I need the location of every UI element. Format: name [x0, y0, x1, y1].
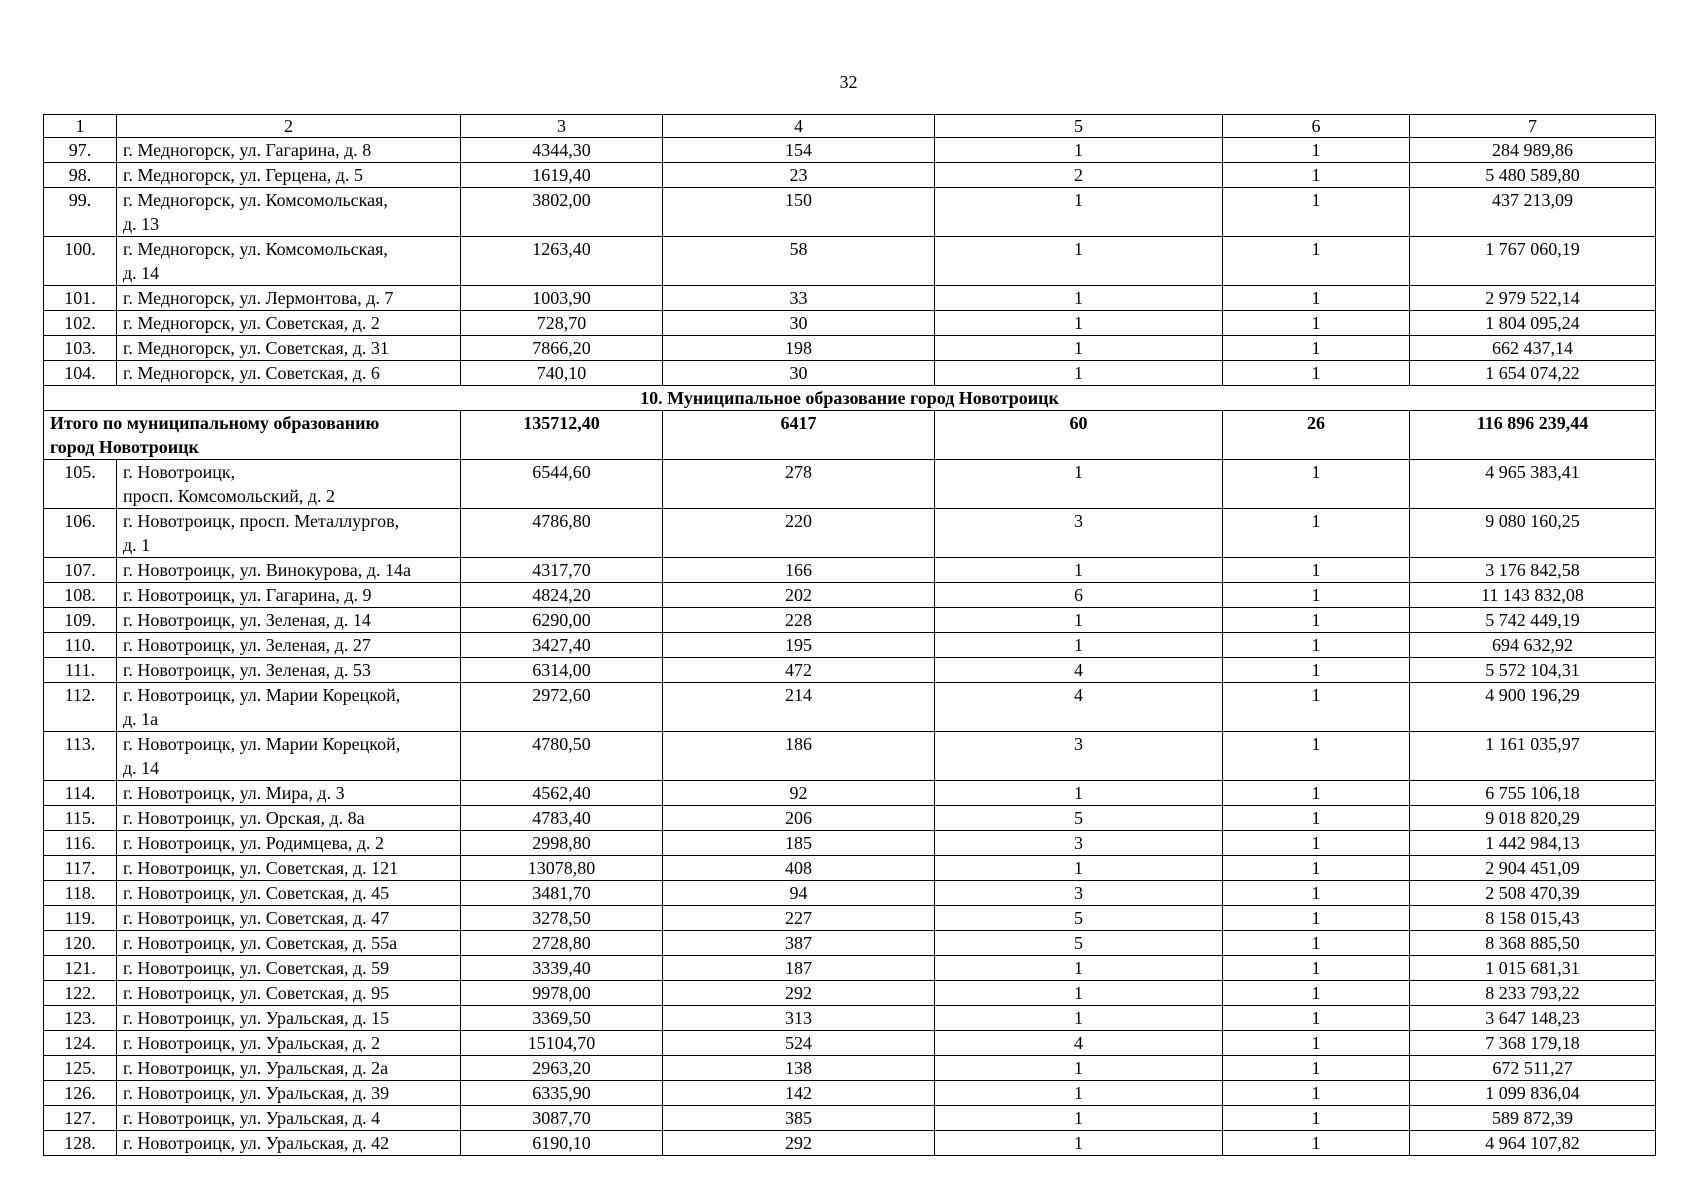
cost-cell: 437 213,09 [1410, 188, 1656, 237]
col5-cell: 1 [935, 336, 1223, 361]
cost-cell: 4 965 383,41 [1410, 460, 1656, 509]
col5-cell: 1 [935, 138, 1223, 163]
col5-cell: 4 [935, 658, 1223, 683]
address-cell: г. Медногорск, ул. Комсомольская, д. 13 [117, 188, 461, 237]
column-number-row [44, 115, 1656, 138]
address-cell: г. Медногорск, ул. Лермонтова, д. 7 [117, 286, 461, 311]
col6-cell: 1 [1223, 311, 1410, 336]
cost-cell: 4 900 196,29 [1410, 683, 1656, 732]
col5-cell: 1 [935, 558, 1223, 583]
residents-cell: 292 [663, 1131, 935, 1156]
col6-cell: 1 [1223, 956, 1410, 981]
row-number-cell: 110. [44, 633, 117, 658]
table-row [44, 732, 1656, 781]
address-cell: г. Новотроицк, ул. Советская, д. 121 [117, 856, 461, 881]
address-cell: г. Новотроицк, ул. Уральская, д. 4 [117, 1106, 461, 1131]
col6-cell: 1 [1223, 1006, 1410, 1031]
residents-cell: 313 [663, 1006, 935, 1031]
address-cell: г. Новотроицк, ул. Зеленая, д. 27 [117, 633, 461, 658]
cost-cell: 7 368 179,18 [1410, 1031, 1656, 1056]
address-cell: г. Новотроицк, ул. Советская, д. 55а [117, 931, 461, 956]
row-number-cell: 120. [44, 931, 117, 956]
residents-cell: 187 [663, 956, 935, 981]
row-number-cell: 116. [44, 831, 117, 856]
col5-cell: 1 [935, 286, 1223, 311]
column-number-cell: 4 [663, 115, 935, 138]
col6-cell: 1 [1223, 286, 1410, 311]
residents-cell: 408 [663, 856, 935, 881]
table-row [44, 188, 1656, 237]
cost-cell: 1 654 074,22 [1410, 361, 1656, 386]
residents-cell: 94 [663, 881, 935, 906]
table-row [44, 658, 1656, 683]
col5-cell: 5 [935, 906, 1223, 931]
table-row [44, 1081, 1656, 1106]
cost-cell: 9 018 820,29 [1410, 806, 1656, 831]
area-cell: 4783,40 [461, 806, 663, 831]
col6-cell: 1 [1223, 1106, 1410, 1131]
row-number-cell: 117. [44, 856, 117, 881]
total-c6-cell: 26 [1223, 411, 1410, 460]
area-cell: 4317,70 [461, 558, 663, 583]
address-cell: г. Новотроицк, ул. Советская, д. 47 [117, 906, 461, 931]
row-number-cell: 97. [44, 138, 117, 163]
area-cell: 2728,80 [461, 931, 663, 956]
row-number-cell: 111. [44, 658, 117, 683]
row-number-cell: 104. [44, 361, 117, 386]
col5-cell: 1 [935, 633, 1223, 658]
residents-cell: 142 [663, 1081, 935, 1106]
residents-cell: 198 [663, 336, 935, 361]
column-number-cell: 7 [1410, 115, 1656, 138]
col6-cell: 1 [1223, 981, 1410, 1006]
table-row [44, 633, 1656, 658]
cost-cell: 1 161 035,97 [1410, 732, 1656, 781]
area-cell: 4344,30 [461, 138, 663, 163]
table-row [44, 286, 1656, 311]
residents-cell: 385 [663, 1106, 935, 1131]
col6-cell: 1 [1223, 931, 1410, 956]
total-area-cell: 135712,40 [461, 411, 663, 460]
area-cell: 3427,40 [461, 633, 663, 658]
col5-cell: 1 [935, 956, 1223, 981]
table-row [44, 311, 1656, 336]
col5-cell: 1 [935, 1056, 1223, 1081]
area-cell: 740,10 [461, 361, 663, 386]
table-row [44, 361, 1656, 386]
table-row [44, 336, 1656, 361]
col6-cell: 1 [1223, 683, 1410, 732]
residents-cell: 472 [663, 658, 935, 683]
area-cell: 4786,80 [461, 509, 663, 558]
row-number-cell: 123. [44, 1006, 117, 1031]
table-row [44, 509, 1656, 558]
area-cell: 1263,40 [461, 237, 663, 286]
row-number-cell: 115. [44, 806, 117, 831]
address-cell: г. Новотроицк, ул. Марии Корецкой, д. 1а [117, 683, 461, 732]
row-number-cell: 122. [44, 981, 117, 1006]
row-number-cell: 106. [44, 509, 117, 558]
total-c5-cell: 60 [935, 411, 1223, 460]
row-number-cell: 103. [44, 336, 117, 361]
col6-cell: 1 [1223, 237, 1410, 286]
residents-cell: 195 [663, 633, 935, 658]
cost-cell: 9 080 160,25 [1410, 509, 1656, 558]
row-number-cell: 128. [44, 1131, 117, 1156]
row-number-cell: 107. [44, 558, 117, 583]
col5-cell: 1 [935, 361, 1223, 386]
table-row [44, 683, 1656, 732]
row-number-cell: 112. [44, 683, 117, 732]
column-number-cell: 3 [461, 115, 663, 138]
area-cell: 6290,00 [461, 608, 663, 633]
cost-cell: 8 233 793,22 [1410, 981, 1656, 1006]
column-number-cell: 6 [1223, 115, 1410, 138]
cost-cell: 694 632,92 [1410, 633, 1656, 658]
row-number-cell: 99. [44, 188, 117, 237]
address-cell: г. Новотроицк, просп. Комсомольский, д. 2 [117, 460, 461, 509]
cost-cell: 5 572 104,31 [1410, 658, 1656, 683]
residents-cell: 206 [663, 806, 935, 831]
cost-cell: 1 015 681,31 [1410, 956, 1656, 981]
cost-cell: 6 755 106,18 [1410, 781, 1656, 806]
address-cell: г. Новотроицк, ул. Уральская, д. 42 [117, 1131, 461, 1156]
col5-cell: 6 [935, 583, 1223, 608]
table-row [44, 1056, 1656, 1081]
address-cell: г. Новотроицк, ул. Родимцева, д. 2 [117, 831, 461, 856]
table-row [44, 608, 1656, 633]
row-number-cell: 121. [44, 956, 117, 981]
area-cell: 13078,80 [461, 856, 663, 881]
table-row [44, 583, 1656, 608]
table-row [44, 460, 1656, 509]
residents-cell: 186 [663, 732, 935, 781]
col6-cell: 1 [1223, 1031, 1410, 1056]
address-cell: г. Медногорск, ул. Советская, д. 2 [117, 311, 461, 336]
address-cell: г. Новотроицк, ул. Уральская, д. 2 [117, 1031, 461, 1056]
area-cell: 4562,40 [461, 781, 663, 806]
cost-cell: 1 804 095,24 [1410, 311, 1656, 336]
address-cell: г. Медногорск, ул. Гагарина, д. 8 [117, 138, 461, 163]
row-number-cell: 118. [44, 881, 117, 906]
table-row [44, 138, 1656, 163]
col5-cell: 5 [935, 931, 1223, 956]
address-cell: г. Медногорск, ул. Комсомольская, д. 14 [117, 237, 461, 286]
table-row [44, 1106, 1656, 1131]
table-row [44, 906, 1656, 931]
table-row [44, 1131, 1656, 1156]
cost-cell: 589 872,39 [1410, 1106, 1656, 1131]
residents-cell: 228 [663, 608, 935, 633]
row-number-cell: 109. [44, 608, 117, 633]
residents-cell: 58 [663, 237, 935, 286]
col6-cell: 1 [1223, 633, 1410, 658]
area-cell: 9978,00 [461, 981, 663, 1006]
area-cell: 2963,20 [461, 1056, 663, 1081]
column-number-cell: 5 [935, 115, 1223, 138]
cost-cell: 284 989,86 [1410, 138, 1656, 163]
area-cell: 7866,20 [461, 336, 663, 361]
row-number-cell: 126. [44, 1081, 117, 1106]
column-number-cell: 2 [117, 115, 461, 138]
col5-cell: 1 [935, 781, 1223, 806]
row-number-cell: 125. [44, 1056, 117, 1081]
residents-cell: 185 [663, 831, 935, 856]
cost-cell: 5 480 589,80 [1410, 163, 1656, 188]
col5-cell: 1 [935, 1006, 1223, 1031]
residents-cell: 154 [663, 138, 935, 163]
cost-cell: 4 964 107,82 [1410, 1131, 1656, 1156]
col6-cell: 1 [1223, 188, 1410, 237]
residents-cell: 227 [663, 906, 935, 931]
area-cell: 3339,40 [461, 956, 663, 981]
cost-cell: 2 979 522,14 [1410, 286, 1656, 311]
row-number-cell: 108. [44, 583, 117, 608]
column-number-cell: 1 [44, 115, 117, 138]
col6-cell: 1 [1223, 361, 1410, 386]
cost-cell: 8 368 885,50 [1410, 931, 1656, 956]
col5-cell: 1 [935, 188, 1223, 237]
address-cell: г. Новотроицк, ул. Советская, д. 95 [117, 981, 461, 1006]
cost-cell: 1 767 060,19 [1410, 237, 1656, 286]
table-row [44, 1006, 1656, 1031]
col6-cell: 1 [1223, 1131, 1410, 1156]
area-cell: 3087,70 [461, 1106, 663, 1131]
col6-cell: 1 [1223, 163, 1410, 188]
col6-cell: 1 [1223, 138, 1410, 163]
area-cell: 6314,00 [461, 658, 663, 683]
col6-cell: 1 [1223, 781, 1410, 806]
row-number-cell: 105. [44, 460, 117, 509]
col6-cell: 1 [1223, 831, 1410, 856]
col6-cell: 1 [1223, 509, 1410, 558]
row-number-cell: 101. [44, 286, 117, 311]
table-row [44, 831, 1656, 856]
row-number-cell: 124. [44, 1031, 117, 1056]
area-cell: 4824,20 [461, 583, 663, 608]
residents-cell: 214 [663, 683, 935, 732]
address-cell: г. Новотроицк, ул. Советская, д. 45 [117, 881, 461, 906]
col5-cell: 1 [935, 981, 1223, 1006]
address-cell: г. Новотроицк, ул. Уральская, д. 15 [117, 1006, 461, 1031]
area-cell: 6190,10 [461, 1131, 663, 1156]
col6-cell: 1 [1223, 881, 1410, 906]
col6-cell: 1 [1223, 906, 1410, 931]
col5-cell: 2 [935, 163, 1223, 188]
col5-cell: 1 [935, 1081, 1223, 1106]
address-cell: г. Новотроицк, ул. Винокурова, д. 14а [117, 558, 461, 583]
col6-cell: 1 [1223, 558, 1410, 583]
cost-cell: 3 176 842,58 [1410, 558, 1656, 583]
table-row [44, 856, 1656, 881]
col6-cell: 1 [1223, 1081, 1410, 1106]
residents-cell: 166 [663, 558, 935, 583]
total-cost-cell: 116 896 239,44 [1410, 411, 1656, 460]
area-cell: 3481,70 [461, 881, 663, 906]
address-cell: г. Новотроицк, ул. Уральская, д. 39 [117, 1081, 461, 1106]
residents-cell: 278 [663, 460, 935, 509]
col6-cell: 1 [1223, 806, 1410, 831]
address-cell: г. Новотроицк, ул. Гагарина, д. 9 [117, 583, 461, 608]
table-row [44, 781, 1656, 806]
address-cell: г. Новотроицк, ул. Уральская, д. 2а [117, 1056, 461, 1081]
row-number-cell: 98. [44, 163, 117, 188]
area-cell: 2998,80 [461, 831, 663, 856]
cost-cell: 8 158 015,43 [1410, 906, 1656, 931]
cost-cell: 662 437,14 [1410, 336, 1656, 361]
area-cell: 2972,60 [461, 683, 663, 732]
cost-cell: 1 099 836,04 [1410, 1081, 1656, 1106]
residents-cell: 23 [663, 163, 935, 188]
col6-cell: 1 [1223, 856, 1410, 881]
address-cell: г. Медногорск, ул. Герцена, д. 5 [117, 163, 461, 188]
area-cell: 15104,70 [461, 1031, 663, 1056]
residents-cell: 202 [663, 583, 935, 608]
col5-cell: 5 [935, 806, 1223, 831]
col6-cell: 1 [1223, 608, 1410, 633]
col6-cell: 1 [1223, 1056, 1410, 1081]
area-cell: 1003,90 [461, 286, 663, 311]
col5-cell: 1 [935, 856, 1223, 881]
address-cell: г. Новотроицк, ул. Марии Корецкой, д. 14 [117, 732, 461, 781]
row-number-cell: 127. [44, 1106, 117, 1131]
section-heading-row [44, 386, 1656, 411]
cost-cell: 2 508 470,39 [1410, 881, 1656, 906]
table-row [44, 237, 1656, 286]
col5-cell: 3 [935, 881, 1223, 906]
table-row [44, 163, 1656, 188]
col5-cell: 1 [935, 311, 1223, 336]
area-cell: 6544,60 [461, 460, 663, 509]
residents-cell: 220 [663, 509, 935, 558]
col5-cell: 1 [935, 1106, 1223, 1131]
area-cell: 3369,50 [461, 1006, 663, 1031]
col5-cell: 4 [935, 1031, 1223, 1056]
cost-cell: 11 143 832,08 [1410, 583, 1656, 608]
col5-cell: 3 [935, 732, 1223, 781]
area-cell: 3802,00 [461, 188, 663, 237]
col6-cell: 1 [1223, 460, 1410, 509]
area-cell: 3278,50 [461, 906, 663, 931]
residents-cell: 524 [663, 1031, 935, 1056]
col6-cell: 1 [1223, 583, 1410, 608]
address-cell: г. Новотроицк, ул. Орская, д. 8а [117, 806, 461, 831]
col6-cell: 1 [1223, 336, 1410, 361]
table-row [44, 881, 1656, 906]
row-number-cell: 113. [44, 732, 117, 781]
residents-cell: 292 [663, 981, 935, 1006]
col5-cell: 4 [935, 683, 1223, 732]
housing-table [43, 114, 1656, 1156]
col5-cell: 1 [935, 608, 1223, 633]
address-cell: г. Новотроицк, ул. Советская, д. 59 [117, 956, 461, 981]
cost-cell: 1 442 984,13 [1410, 831, 1656, 856]
page-number: 32 [839, 72, 858, 92]
residents-cell: 92 [663, 781, 935, 806]
cost-cell: 3 647 148,23 [1410, 1006, 1656, 1031]
address-cell: г. Новотроицк, просп. Металлургов, д. 1 [117, 509, 461, 558]
col5-cell: 3 [935, 509, 1223, 558]
area-cell: 6335,90 [461, 1081, 663, 1106]
col5-cell: 1 [935, 1131, 1223, 1156]
section-title: 10. Муниципальное образование город Новотроицк [44, 386, 1656, 411]
col5-cell: 1 [935, 460, 1223, 509]
address-cell: г. Новотроицк, ул. Мира, д. 3 [117, 781, 461, 806]
address-cell: г. Медногорск, ул. Советская, д. 6 [117, 361, 461, 386]
row-number-cell: 100. [44, 237, 117, 286]
cost-cell: 672 511,27 [1410, 1056, 1656, 1081]
cost-cell: 5 742 449,19 [1410, 608, 1656, 633]
col6-cell: 1 [1223, 732, 1410, 781]
residents-cell: 138 [663, 1056, 935, 1081]
area-cell: 1619,40 [461, 163, 663, 188]
col6-cell: 1 [1223, 658, 1410, 683]
total-label: Итого по муниципальному образованию город Новотроицк [44, 411, 461, 460]
residents-cell: 33 [663, 286, 935, 311]
address-cell: г. Медногорск, ул. Советская, д. 31 [117, 336, 461, 361]
table-row [44, 956, 1656, 981]
total-row [44, 411, 1656, 460]
total-residents-cell: 6417 [663, 411, 935, 460]
col5-cell: 3 [935, 831, 1223, 856]
table-row [44, 931, 1656, 956]
table-row [44, 558, 1656, 583]
residents-cell: 150 [663, 188, 935, 237]
residents-cell: 30 [663, 361, 935, 386]
area-cell: 728,70 [461, 311, 663, 336]
residents-cell: 30 [663, 311, 935, 336]
row-number-cell: 114. [44, 781, 117, 806]
address-cell: г. Новотроицк, ул. Зеленая, д. 53 [117, 658, 461, 683]
table-row [44, 806, 1656, 831]
cost-cell: 2 904 451,09 [1410, 856, 1656, 881]
residents-cell: 387 [663, 931, 935, 956]
area-cell: 4780,50 [461, 732, 663, 781]
row-number-cell: 119. [44, 906, 117, 931]
address-cell: г. Новотроицк, ул. Зеленая, д. 14 [117, 608, 461, 633]
col5-cell: 1 [935, 237, 1223, 286]
table-row [44, 981, 1656, 1006]
row-number-cell: 102. [44, 311, 117, 336]
table-row [44, 1031, 1656, 1056]
